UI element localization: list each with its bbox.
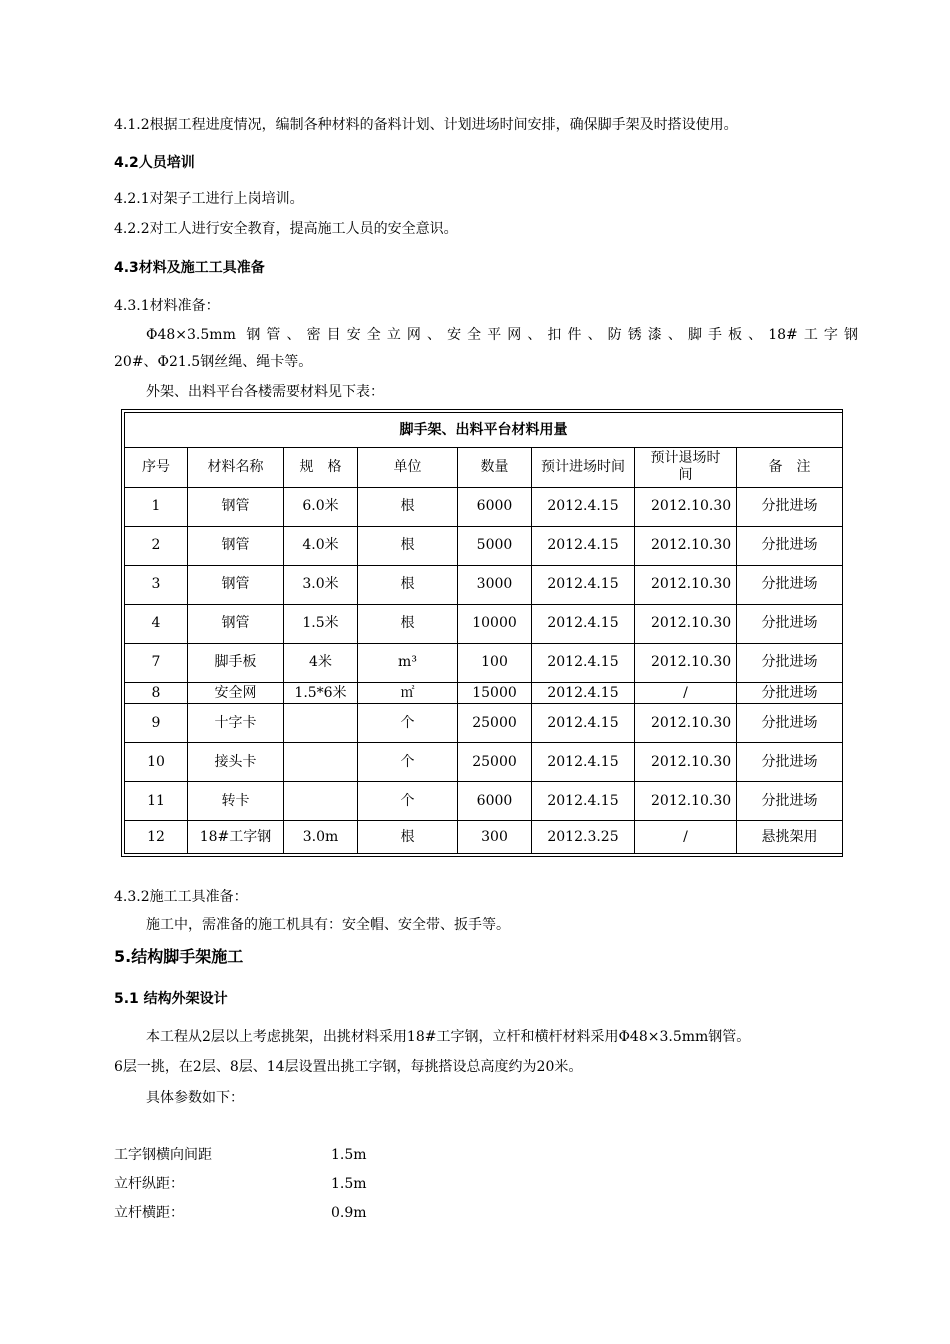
table-cell: / [635, 821, 737, 854]
table-cell: 钢管 [188, 526, 284, 565]
param-value: 1.5m [331, 1176, 367, 1192]
table-cell: 2012.10.30 [635, 565, 737, 604]
table-cell: 10000 [458, 604, 532, 643]
table-cell: 1.5米 [284, 604, 358, 643]
table-cell: 6.0米 [284, 487, 358, 526]
table-cell: 4米 [284, 643, 358, 682]
table-cell: 25000 [458, 704, 532, 743]
col-header: 预计退场时间 [635, 448, 737, 488]
heading-4-3: 4.3材料及施工工具准备 [114, 260, 265, 276]
table-cell: 25000 [458, 743, 532, 782]
table-cell: 分批进场 [737, 487, 843, 526]
table-cell: 根 [358, 526, 458, 565]
table-cell: 15000 [458, 682, 532, 704]
table-cell: / [635, 682, 737, 704]
table-cell: 2012.4.15 [532, 704, 635, 743]
para-4-3-1-body1: Φ48×3.5mm 钢管、密目安全立网、安全平网、扣件、防锈漆、脚手板、18#工字钢 [146, 327, 858, 343]
table-cell: 根 [358, 487, 458, 526]
table-cell: 安全网 [188, 682, 284, 704]
table-cell: 3.0米 [284, 565, 358, 604]
table-row [125, 782, 843, 821]
table-cell: 1.5*6米 [284, 682, 358, 704]
para-5-1-body1: 本工程从2层以上考虑挑架，出挑材料采用18#工字钢，立杆和横杆材料采用Φ48×3.5mm钢管。 [146, 1029, 751, 1045]
table-cell: 2012.4.15 [532, 526, 635, 565]
materials-table [124, 412, 843, 854]
table-cell: 悬挑架用 [737, 821, 843, 854]
table-cell [284, 743, 358, 782]
table-row [125, 643, 843, 682]
table-cell: 4 [125, 604, 188, 643]
param-label: 工字钢横向间距 [114, 1147, 212, 1163]
table-cell: 分批进场 [737, 782, 843, 821]
table-cell: 3000 [458, 565, 532, 604]
table-row [125, 704, 843, 743]
para-5-1-body2: 6层一挑，在2层、8层、14层设置出挑工字钢，每挑搭设总高度约为20米。 [114, 1059, 583, 1075]
para-4-3-1: 4.3.1材料准备： [114, 298, 220, 314]
table-row [125, 743, 843, 782]
table-row [125, 565, 843, 604]
table-cell: 2 [125, 526, 188, 565]
table-cell: 9 [125, 704, 188, 743]
table-row [125, 821, 843, 854]
table-row [125, 526, 843, 565]
table-cell: 分批进场 [737, 526, 843, 565]
table-cell: 6000 [458, 487, 532, 526]
para-4-3-1-body2: 20#、Φ21.5钢丝绳、绳卡等。 [114, 354, 313, 370]
heading-5-1: 5.1 结构外架设计 [114, 991, 228, 1007]
table-cell: 钢管 [188, 487, 284, 526]
para-4-3-2: 4.3.2施工工具准备： [114, 889, 248, 905]
table-header-row [125, 448, 843, 488]
table-cell: 根 [358, 821, 458, 854]
para-5-1-body3: 具体参数如下： [146, 1090, 244, 1106]
table-cell: 根 [358, 604, 458, 643]
table-cell: 2012.4.15 [532, 487, 635, 526]
table-cell: 分批进场 [737, 682, 843, 704]
table-cell: 个 [358, 782, 458, 821]
table-cell: 300 [458, 821, 532, 854]
heading-5: 5.结构脚手架施工 [114, 947, 244, 966]
table-cell: 分批进场 [737, 743, 843, 782]
param-label: 立杆纵距： [114, 1176, 184, 1192]
table-cell: 12 [125, 821, 188, 854]
col-header: 单位 [358, 448, 458, 488]
table-cell: 分批进场 [737, 704, 843, 743]
table-cell: 2012.4.15 [532, 743, 635, 782]
table-row [125, 604, 843, 643]
table-cell: 转卡 [188, 782, 284, 821]
para-4-1-2: 4.1.2根据工程进度情况，编制各种材料的备料计划、计划进场时间安排，确保脚手架及时搭设使用。 [114, 117, 738, 133]
table-cell: 100 [458, 643, 532, 682]
heading-4-2: 4.2人员培训 [114, 155, 195, 171]
table-cell: 分批进场 [737, 604, 843, 643]
table-cell: 11 [125, 782, 188, 821]
para-4-3-2-body: 施工中，需准备的施工机具有：安全帽、安全带、扳手等。 [146, 917, 510, 933]
table-cell: 3.0m [284, 821, 358, 854]
table-cell: 2012.4.15 [532, 682, 635, 704]
table-row [125, 487, 843, 526]
table-cell: 个 [358, 743, 458, 782]
param-value: 0.9m [331, 1205, 367, 1221]
table-cell: 2012.4.15 [532, 643, 635, 682]
col-header: 备 注 [737, 448, 843, 488]
table-cell: 分批进场 [737, 565, 843, 604]
table-cell: 2012.10.30 [635, 604, 737, 643]
table-cell: 根 [358, 565, 458, 604]
table-title: 脚手架、出料平台材料用量 [125, 413, 843, 448]
table-cell: 分批进场 [737, 643, 843, 682]
table-row [125, 682, 843, 704]
table-cell: 脚手板 [188, 643, 284, 682]
para-4-2-2: 4.2.2对工人进行安全教育，提高施工人员的安全意识。 [114, 221, 458, 237]
table-cell: 2012.4.15 [532, 604, 635, 643]
table-cell: 2012.10.30 [635, 526, 737, 565]
table-cell: 接头卡 [188, 743, 284, 782]
table-cell: 18#工字钢 [188, 821, 284, 854]
col-header: 数量 [458, 448, 532, 488]
col-header: 材料名称 [188, 448, 284, 488]
table-cell: 4.0米 [284, 526, 358, 565]
table-cell: 钢管 [188, 604, 284, 643]
table-cell: 6000 [458, 782, 532, 821]
table-cell: 2012.10.30 [635, 704, 737, 743]
materials-table-frame [121, 409, 843, 857]
table-cell: 2012.10.30 [635, 487, 737, 526]
table-cell [284, 704, 358, 743]
table-cell: m³ [358, 643, 458, 682]
table-cell: 8 [125, 682, 188, 704]
table-cell: ㎡ [358, 682, 458, 704]
table-cell: 个 [358, 704, 458, 743]
col-header: 预计进场时间 [532, 448, 635, 488]
table-cell: 2012.3.25 [532, 821, 635, 854]
para-4-2-1: 4.2.1对架子工进行上岗培训。 [114, 191, 304, 207]
table-cell: 2012.10.30 [635, 743, 737, 782]
param-value: 1.5m [331, 1147, 367, 1163]
param-label: 立杆横距： [114, 1205, 184, 1221]
col-header: 序号 [125, 448, 188, 488]
table-cell: 2012.4.15 [532, 565, 635, 604]
table-cell [284, 782, 358, 821]
table-cell: 2012.10.30 [635, 643, 737, 682]
table-cell: 10 [125, 743, 188, 782]
para-4-3-1-body3: 外架、出料平台各楼需要材料见下表： [146, 384, 384, 400]
table-cell: 十字卡 [188, 704, 284, 743]
table-cell: 7 [125, 643, 188, 682]
table-cell: 5000 [458, 526, 532, 565]
table-cell: 2012.10.30 [635, 782, 737, 821]
table-cell: 2012.4.15 [532, 782, 635, 821]
table-cell: 钢管 [188, 565, 284, 604]
col-header: 规 格 [284, 448, 358, 488]
table-cell: 3 [125, 565, 188, 604]
table-cell: 1 [125, 487, 188, 526]
